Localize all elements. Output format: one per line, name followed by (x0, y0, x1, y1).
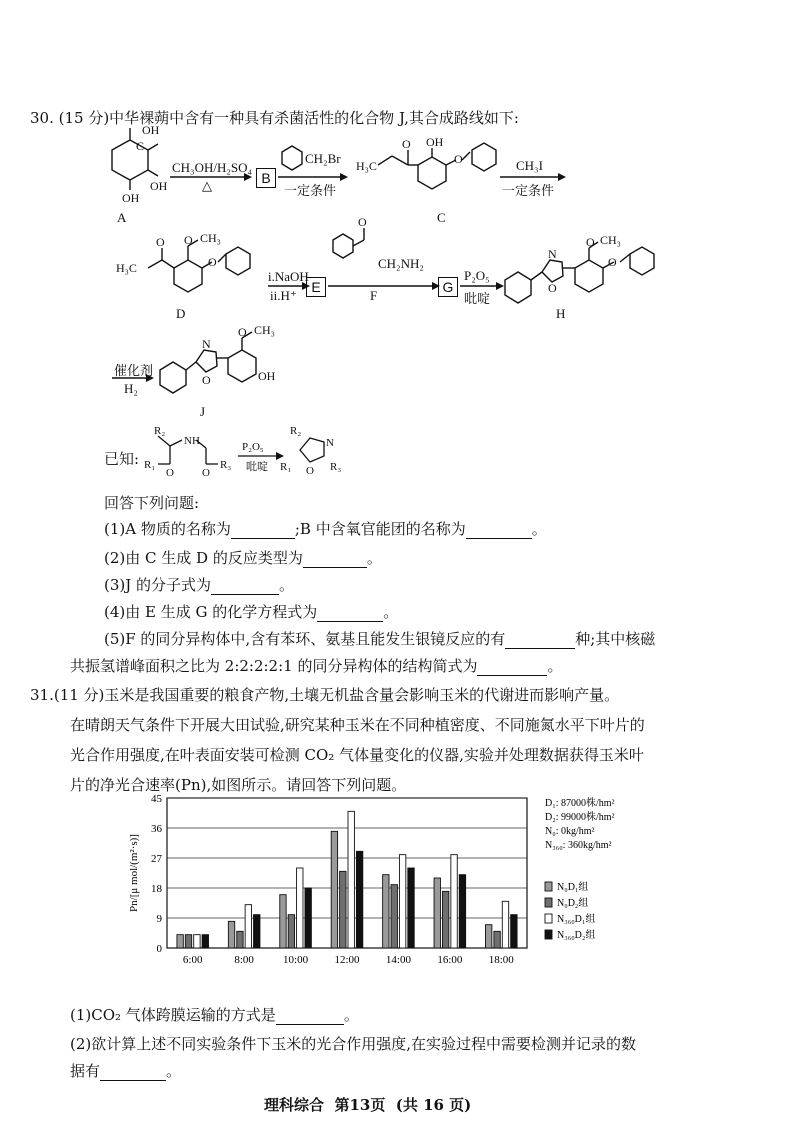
reagent-ch3oh: CH₃OH/H₂SO₄ (172, 160, 253, 175)
answer-blank-7[interactable] (477, 659, 547, 676)
svg-text:H₃C: H₃C (356, 159, 377, 173)
answer-prompt: 回答下列问题: (104, 494, 200, 512)
x-tick-label: 8:00 (234, 954, 254, 966)
svg-text:C: C (136, 139, 145, 153)
box-g: G (438, 277, 458, 297)
svg-text:O: O (548, 281, 557, 295)
svg-text:OH: OH (142, 125, 160, 137)
label-h: H (556, 306, 566, 321)
svg-text:R₂: R₂ (290, 425, 302, 437)
q31-intro-1: 31.(11 分)玉米是我国重要的粮食产物,土壤无机盐含量会影响玉米的代谢进而影响产量。 (30, 686, 620, 704)
bar (288, 915, 294, 948)
svg-text:O: O (608, 255, 617, 269)
legend-label: N₀D₁组 (557, 882, 589, 893)
reagent-ch2br: CH₂Br (305, 151, 341, 166)
svg-text:R₃: R₃ (220, 459, 232, 471)
reagent-pyridine: 吡啶 (464, 291, 491, 306)
svg-text:O: O (166, 467, 174, 479)
known-label: 已知: (104, 450, 140, 468)
q30-3: (3)J 的分子式为 。 (104, 576, 295, 594)
compound-c-structure (418, 157, 446, 189)
svg-text:NH: NH (184, 435, 200, 447)
compound-h-structure (505, 272, 531, 303)
legend-note: N₃₆₀: 360kg/hm² (545, 840, 612, 851)
legend-note: D₂: 99000株/hm² (545, 812, 615, 823)
answer-blank-4[interactable] (211, 578, 279, 595)
q30-2: (2)由 C 生成 D 的反应类型为 。 (104, 549, 382, 567)
bar (434, 878, 440, 948)
q30-1: (1)A 物质的名称为 ;B 中含氧官能团的名称为 。 (104, 520, 547, 538)
answer-blank-2[interactable] (466, 522, 532, 539)
plot-frame (167, 798, 527, 948)
bar (177, 935, 183, 948)
known-reaction (130, 420, 370, 490)
answer-blank-8[interactable] (276, 1008, 344, 1025)
box-e: E (306, 277, 326, 297)
svg-text:O: O (454, 152, 463, 166)
legend-swatch (545, 930, 552, 939)
q30-4: (4)由 E 生成 G 的化学方程式为 。 (104, 603, 399, 621)
q31-2: (2)欲计算上述不同实验条件下玉米的光合作用强度,在实验过程中需要检测并记录的数 (70, 1035, 637, 1053)
reagent-p2o5: P₂O₅ (464, 268, 490, 283)
x-tick-label: 10:00 (283, 954, 309, 966)
reagent-cond-1: 一定条件 (284, 183, 337, 198)
label-a: A (117, 210, 127, 225)
reagent-h2: H₂ (124, 381, 138, 396)
bar (228, 921, 234, 948)
y-tick-label: 45 (151, 793, 162, 805)
q31-intro-4: 片的净光合速率(Pn),如图所示。请回答下列问题。 (70, 776, 407, 794)
reagent-cond-2: 一定条件 (502, 183, 555, 198)
q30-5-cont: 共振氢谱峰面积之比为 2:2:2:2:1 的同分异构体的结构简式为 。 (70, 657, 563, 675)
y-tick-label: 9 (156, 913, 162, 925)
reagent-ch2nh2: CH₂NH₂ (378, 256, 424, 271)
legend-label: N₃₆₀D₂组 (557, 930, 596, 941)
svg-text:O: O (586, 235, 595, 249)
svg-text:吡啶: 吡啶 (246, 461, 268, 473)
svg-text:O: O (184, 233, 193, 247)
legend-label: N₃₆₀D₁组 (557, 914, 596, 925)
svg-text:OH: OH (426, 135, 444, 149)
bar (331, 831, 337, 948)
svg-text:OH: OH (122, 191, 140, 205)
svg-text:O: O (208, 255, 217, 269)
bar (442, 891, 448, 948)
answer-blank-9[interactable] (100, 1064, 166, 1081)
reagent-h: ii.H⁺ (270, 288, 297, 303)
label-j: J (200, 404, 206, 419)
legend-swatch (545, 898, 552, 907)
x-tick-label: 14:00 (385, 954, 411, 966)
bar (348, 811, 354, 948)
bar (185, 935, 191, 948)
svg-text:N: N (548, 247, 557, 261)
reagent-catalyst: 催化剂 (114, 363, 154, 378)
svg-text:O: O (202, 373, 211, 387)
q31-intro-3: 光合作用强度,在叶表面安装可检测 CO₂ 气体量变化的仪器,实验并处理数据获得玉米叶 (70, 746, 644, 764)
bar (399, 855, 405, 948)
legend-note: D₁: 87000株/hm² (545, 798, 615, 809)
bar (383, 875, 389, 948)
bar (391, 885, 397, 948)
y-axis-label: Pn/[μ mol/(m²·s)] (128, 834, 140, 912)
bar (494, 931, 500, 948)
x-tick-label: 12:00 (334, 954, 360, 966)
answer-blank-6[interactable] (505, 632, 575, 649)
svg-text:R₂: R₂ (154, 425, 166, 437)
svg-text:O: O (156, 235, 165, 249)
svg-text:O: O (238, 325, 247, 339)
svg-text:CH₃: CH₃ (600, 233, 621, 247)
svg-text:R₁: R₁ (280, 461, 292, 473)
bar (237, 931, 243, 948)
svg-text:O: O (402, 137, 411, 151)
q30-intro: 30. (15 分)中华裸蒴中含有一种具有杀菌活性的化合物 J,其合成路线如下: (30, 109, 519, 127)
bar (245, 905, 251, 948)
bar (254, 915, 260, 948)
bar (511, 915, 517, 948)
svg-text:OH: OH (258, 369, 276, 383)
page-footer: 理科综合 第13页 (共 16 页) (264, 1096, 472, 1114)
x-tick-label: 16:00 (437, 954, 463, 966)
y-tick-label: 18 (151, 883, 162, 895)
reagent-naoh: i.NaOH (268, 269, 309, 284)
legend-note: N₀: 0kg/hm² (545, 826, 595, 837)
q31-2-cont: 据有 。 (70, 1062, 182, 1080)
svg-text:R₃: R₃ (330, 461, 342, 473)
x-tick-label: 6:00 (182, 954, 203, 966)
bar (408, 868, 414, 948)
y-tick-label: 27 (151, 853, 162, 865)
bar (502, 901, 508, 948)
bar (485, 925, 491, 948)
bar (451, 855, 457, 948)
q31-intro-2: 在晴朗天气条件下开展大田试验,研究某种玉米在不同种植密度、不同施氮水平下叶片的 (70, 716, 645, 734)
reagent-ch3i: CH₃I (516, 158, 543, 173)
bar (280, 895, 286, 948)
svg-text:OH: OH (150, 179, 168, 193)
bar (459, 875, 465, 948)
y-tick-label: 36 (151, 823, 162, 835)
pn-bar-chart (125, 788, 655, 970)
svg-text:O: O (358, 215, 367, 229)
answer-blank-3[interactable] (303, 551, 367, 568)
q30-5: (5)F 的同分异构体中,含有苯环、氨基且能发生银镜反应的有 种;其中核磁 (104, 630, 656, 648)
reagent-heat: △ (202, 178, 212, 193)
svg-text:R₁: R₁ (144, 459, 156, 471)
svg-text:CH₃: CH₃ (200, 231, 221, 245)
box-b: B (256, 168, 276, 188)
label-c: C (437, 210, 446, 225)
bar (340, 871, 346, 948)
x-tick-label: 18:00 (488, 954, 514, 966)
answer-blank-1[interactable] (231, 522, 295, 539)
bar (202, 935, 208, 948)
svg-text:O: O (202, 467, 210, 479)
bar (297, 868, 303, 948)
svg-text:P₂O₅: P₂O₅ (242, 441, 264, 453)
label-f: F (370, 288, 378, 303)
compound-d-structure (174, 260, 202, 292)
svg-text:N: N (202, 337, 211, 351)
answer-blank-5[interactable] (317, 605, 383, 622)
legend-label: N₀D₂组 (557, 898, 589, 909)
svg-text:O: O (306, 465, 314, 477)
bar (194, 935, 200, 948)
compound-j-structure (160, 362, 186, 393)
legend-swatch (545, 882, 552, 891)
bar (356, 851, 362, 948)
svg-text:H₃C: H₃C (116, 261, 137, 275)
svg-text:CH₃: CH₃ (254, 323, 275, 337)
y-tick-label: 0 (156, 943, 162, 955)
svg-text:N: N (326, 437, 334, 449)
label-d: D (176, 306, 186, 321)
q31-1: (1)CO₂ 气体跨膜运输的方式是 。 (70, 1006, 359, 1024)
bar (305, 888, 311, 948)
legend-swatch (545, 914, 552, 923)
